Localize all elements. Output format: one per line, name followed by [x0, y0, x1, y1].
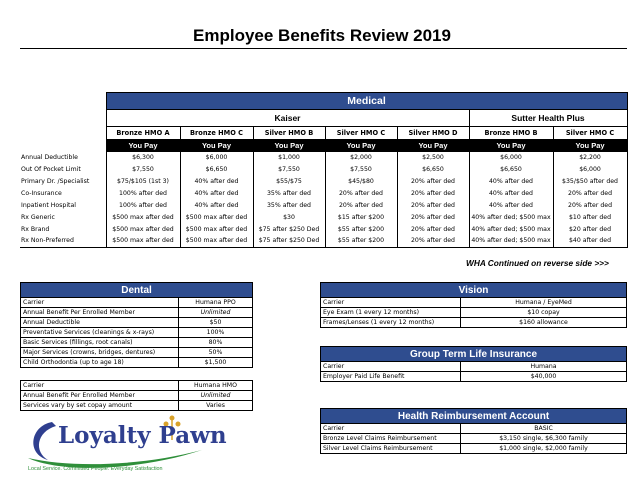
medical-cell: $500 max after ded — [180, 224, 253, 236]
vision-table — [320, 282, 627, 328]
you-pay-header: You Pay — [469, 140, 553, 152]
row-value: $3,150 single, $6,300 family — [461, 434, 627, 444]
table-row — [21, 391, 253, 401]
table-row — [21, 381, 253, 391]
vision-title: Vision — [321, 283, 627, 298]
row-value: 100% — [179, 328, 253, 338]
medical-cell: 20% after ded — [397, 224, 469, 236]
row-label: Child Orthodontia (up to age 18) — [21, 358, 179, 368]
table-row — [21, 338, 253, 348]
medical-row-label: Rx Brand — [20, 224, 106, 236]
plan-header: Silver HMO C — [325, 127, 397, 140]
row-label: Annual Benefit Per Enrolled Member — [21, 391, 179, 401]
medical-cell: $55/$75 — [253, 176, 325, 188]
you-pay-header: You Pay — [325, 140, 397, 152]
row-value: 50% — [179, 348, 253, 358]
plan-header: Silver HMO C — [553, 127, 627, 140]
row-label: Annual Benefit Per Enrolled Member — [21, 308, 179, 318]
table-row — [321, 372, 627, 382]
medical-cell: $7,550 — [325, 164, 397, 176]
medical-row-label: Co-Insurance — [20, 188, 106, 200]
row-label: Employer Paid Life Benefit — [321, 372, 461, 382]
medical-cell: $2,200 — [553, 152, 627, 164]
medical-cell: 100% after ded — [106, 200, 180, 212]
medical-cell: 40% after ded — [469, 188, 553, 200]
row-label: Preventative Services (cleanings & x-rays) — [21, 328, 179, 338]
you-pay-header: You Pay — [106, 140, 180, 152]
medical-cell: 35% after ded — [253, 188, 325, 200]
medical-row — [20, 212, 627, 224]
plan-header: Bronze HMO B — [469, 127, 553, 140]
medical-cell: $6,000 — [180, 152, 253, 164]
medical-cell: $6,000 — [469, 152, 553, 164]
life-title: Group Term Life Insurance — [321, 347, 627, 362]
company-logo — [22, 414, 227, 480]
medical-cell: 20% after ded — [325, 200, 397, 212]
row-label: Eye Exam (1 every 12 months) — [321, 308, 461, 318]
medical-cell: $30 — [253, 212, 325, 224]
medical-cell: 40% after ded — [469, 176, 553, 188]
row-value: $1,000 single, $2,000 family — [461, 444, 627, 454]
table-row — [21, 348, 253, 358]
table-row — [321, 318, 627, 328]
medical-cell: $55 after $200 — [325, 224, 397, 236]
medical-cell: 20% after ded — [553, 188, 627, 200]
medical-row — [20, 164, 627, 176]
medical-rows — [20, 152, 627, 248]
table-row — [21, 308, 253, 318]
row-value: Unlimited — [179, 391, 253, 401]
medical-cell: $6,650 — [397, 164, 469, 176]
medical-cell: 40% after ded; $500 max — [469, 212, 553, 224]
you-pay-header: You Pay — [253, 140, 325, 152]
table-row — [321, 298, 627, 308]
row-label: Basic Services (fillings, root canals) — [21, 338, 179, 348]
you-pay-header: You Pay — [180, 140, 253, 152]
medical-cell: 40% after ded — [180, 188, 253, 200]
medical-cell: 20% after ded — [397, 176, 469, 188]
medical-cell: $1,000 — [253, 152, 325, 164]
row-label: Carrier — [321, 424, 461, 434]
medical-row — [20, 200, 627, 212]
medical-cell: 20% after ded — [397, 236, 469, 248]
row-value: Humana — [461, 362, 627, 372]
dental-title: Dental — [21, 283, 253, 298]
hra-table — [320, 408, 627, 454]
row-label: Carrier — [321, 362, 461, 372]
row-value: $10 copay — [461, 308, 627, 318]
dental-hmo-table — [20, 380, 253, 411]
page-title: Employee Benefits Review 2019 — [193, 26, 451, 45]
row-label: Frames/Lenses (1 every 12 months) — [321, 318, 461, 328]
row-value: 80% — [179, 338, 253, 348]
medical-cell: 20% after ded — [553, 200, 627, 212]
plan-header: Silver HMO D — [397, 127, 469, 140]
medical-cell: $500 max after ded — [106, 224, 180, 236]
row-label: Services vary by set copay amount — [21, 401, 179, 411]
medical-cell: $40 after ded — [553, 236, 627, 248]
carrier-sutter: Sutter Health Plus — [469, 110, 627, 127]
row-value: Varies — [179, 401, 253, 411]
medical-cell: 20% after ded — [397, 200, 469, 212]
dental-table — [20, 282, 253, 368]
medical-cell: $2,500 — [397, 152, 469, 164]
medical-row — [20, 176, 627, 188]
medical-cell: $500 max after ded — [180, 236, 253, 248]
medical-cell: $500 max after ded — [106, 212, 180, 224]
medical-cell: $6,000 — [553, 164, 627, 176]
continued-note: WHA Continued on reverse side >>> — [466, 258, 609, 268]
you-pay-header: You Pay — [397, 140, 469, 152]
row-value: $160 allowance — [461, 318, 627, 328]
life-table — [320, 346, 627, 382]
row-value: Humana PPO — [179, 298, 253, 308]
medical-cell: $6,650 — [469, 164, 553, 176]
medical-cell: $7,550 — [253, 164, 325, 176]
medical-cell: 100% after ded — [106, 188, 180, 200]
medical-row-label: Out Of Pocket Limit — [20, 164, 106, 176]
medical-row — [20, 236, 627, 248]
table-row — [321, 424, 627, 434]
you-pay-header: You Pay — [553, 140, 627, 152]
row-label: Major Services (crowns, bridges, dentures) — [21, 348, 179, 358]
row-value: $1,500 — [179, 358, 253, 368]
medical-title: Medical — [106, 93, 627, 110]
medical-cell: $6,650 — [180, 164, 253, 176]
medical-row-label: Inpatient Hospital — [20, 200, 106, 212]
medical-row — [20, 224, 627, 236]
row-value: Humana HMO — [179, 381, 253, 391]
row-value: Humana / EyeMed — [461, 298, 627, 308]
row-value: $50 — [179, 318, 253, 328]
medical-cell: 40% after ded; $500 max — [469, 236, 553, 248]
carrier-kaiser: Kaiser — [106, 110, 469, 127]
logo-name: Loyalty Pawn — [58, 422, 227, 449]
medical-row — [20, 152, 627, 164]
plan-header: Silver HMO B — [253, 127, 325, 140]
row-label: Bronze Level Claims Reimbursement — [321, 434, 461, 444]
table-row — [321, 434, 627, 444]
row-label: Annual Deductible — [21, 318, 179, 328]
row-label: Carrier — [21, 381, 179, 391]
medical-row-label: Primary Dr. /Specialist — [20, 176, 106, 188]
medical-row — [20, 188, 627, 200]
medical-cell: $45/$80 — [325, 176, 397, 188]
medical-table — [20, 92, 628, 248]
medical-cell: 40% after ded; $500 max — [469, 224, 553, 236]
medical-cell: 40% after ded — [469, 200, 553, 212]
medical-cell: 35% after ded — [253, 200, 325, 212]
logo-tagline: Local Service. Committed People. Everyday Satisfaction — [28, 466, 163, 472]
medical-cell: 20% after ded — [325, 188, 397, 200]
medical-cell: 40% after ded — [180, 200, 253, 212]
medical-cell: $7,550 — [106, 164, 180, 176]
row-value: BASIC — [461, 424, 627, 434]
plan-header: Bronze HMO A — [106, 127, 180, 140]
medical-cell: $2,000 — [325, 152, 397, 164]
medical-cell: 20% after ded — [397, 188, 469, 200]
row-value: Unlimited — [179, 308, 253, 318]
row-label: Carrier — [21, 298, 179, 308]
medical-cell: 20% after ded — [397, 212, 469, 224]
table-row — [21, 298, 253, 308]
table-row — [321, 308, 627, 318]
table-row — [21, 358, 253, 368]
medical-cell: $500 max after ded — [180, 212, 253, 224]
plan-header: Bronze HMO C — [180, 127, 253, 140]
row-label: Silver Level Claims Reimbursement — [321, 444, 461, 454]
table-row — [321, 444, 627, 454]
row-label: Carrier — [321, 298, 461, 308]
row-value: $40,000 — [461, 372, 627, 382]
medical-cell: $75 after $250 Ded — [253, 236, 325, 248]
medical-cell: $15 after $200 — [325, 212, 397, 224]
medical-row-label: Rx Non-Preferred — [20, 236, 106, 248]
title-divider — [20, 48, 627, 49]
medical-cell: $6,300 — [106, 152, 180, 164]
medical-cell: $35/$50 after ded — [553, 176, 627, 188]
medical-row-label: Rx Generic — [20, 212, 106, 224]
medical-cell: $500 max after ded — [106, 236, 180, 248]
medical-cell: $75 after $250 Ded — [253, 224, 325, 236]
table-row — [21, 318, 253, 328]
medical-cell: $10 after ded — [553, 212, 627, 224]
medical-cell: 40% after ded — [180, 176, 253, 188]
medical-cell: $75/$105 (1st 3) — [106, 176, 180, 188]
medical-cell: $20 after ded — [553, 224, 627, 236]
medical-cell: $55 after $200 — [325, 236, 397, 248]
hra-title: Health Reimbursement Account — [321, 409, 627, 424]
table-row — [21, 328, 253, 338]
medical-row-label: Annual Deductible — [20, 152, 106, 164]
table-row — [321, 362, 627, 372]
table-row — [21, 401, 253, 411]
